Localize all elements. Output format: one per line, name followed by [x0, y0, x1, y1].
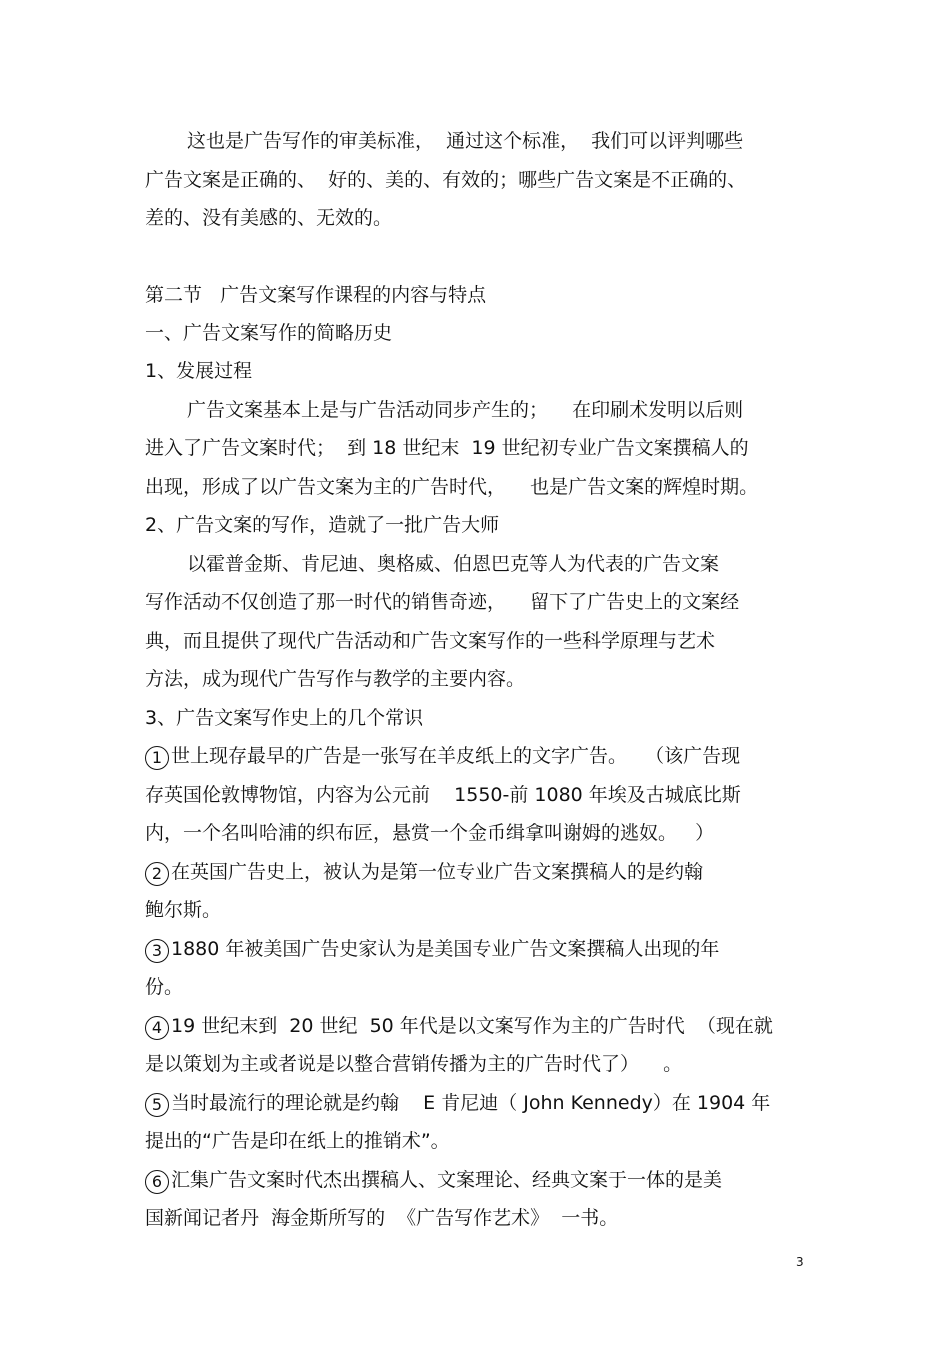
line-text: 出现，形成了以广告文案为主的广告时代， 也是广告文案的辉煌时期。: [145, 476, 759, 498]
paragraph-line: [145, 820, 714, 846]
subsection-heading-text: 一、广告文案写作的简略历史: [145, 322, 393, 344]
paragraph-line: [145, 666, 525, 692]
line-text: 份。: [145, 976, 184, 998]
paragraph-line: [187, 128, 743, 154]
line-text: 进入了广告文案时代； 到 18 世纪末 19 世纪初专业广告文案撰稿人的: [145, 437, 749, 459]
paragraph-line: [145, 435, 749, 461]
paragraph-line: [187, 551, 719, 577]
line-text: 是以策划为主或者说是以整合营销传播为主的广告时代了） 。: [145, 1053, 683, 1075]
circled-number-3: 3: [145, 939, 169, 963]
list-item-text: 19 世纪末到 20 世纪 50 年代是以文案写作为主的广告时代 （现在就: [171, 1015, 773, 1037]
list-item: [145, 859, 703, 886]
line-text: 鲍尔斯。: [145, 899, 222, 921]
list-item-text: 1880 年被美国广告史家认为是美国专业广告文案撰稿人出现的年: [171, 938, 720, 960]
subsection-heading: [145, 320, 392, 346]
line-text: 方法，成为现代广告写作与教学的主要内容。: [145, 668, 526, 690]
numbered-heading: [145, 705, 423, 731]
line-text: 存英国伦敦博物馆，内容为公元前 1550-前 1080 年埃及古城底比斯: [145, 784, 741, 806]
section-heading-text: 第二节 广告文案写作课程的内容与特点: [145, 284, 487, 306]
paragraph-line: [145, 782, 741, 808]
line-text: 典，而且提供了现代广告活动和广告文案写作的一些科学原理与艺术: [145, 630, 716, 652]
circled-number-1: 1: [145, 746, 169, 770]
line-text: 提出的“广告是印在纸上的推销术”。: [145, 1130, 450, 1152]
paragraph-line: [145, 628, 715, 654]
circled-number-4: 4: [145, 1016, 169, 1040]
circled-number-5: 5: [145, 1093, 169, 1117]
list-item: [145, 1013, 773, 1040]
line-text: 这也是广告写作的审美标准， 通过这个标准， 我们可以评判哪些: [187, 130, 744, 152]
paragraph-line: [145, 974, 183, 1000]
numbered-heading-text: 1、发展过程: [145, 360, 253, 382]
numbered-heading-text: 2、广告文案的写作，造就了一批广告大师: [145, 514, 500, 536]
line-text: 国新闻记者丹 海金斯所写的 《广告写作艺术》 一书。: [145, 1207, 619, 1229]
line-text: 广告文案是正确的、 好的、美的、有效的；哪些广告文案是不正确的、: [145, 169, 747, 191]
paragraph-line: [145, 589, 739, 615]
numbered-heading: [145, 358, 252, 384]
list-item-text: 汇集广告文案时代杰出撰稿人、文案理论、经典文案于一体的是美: [171, 1169, 723, 1191]
paragraph-line: [145, 1051, 682, 1077]
list-item: [145, 936, 719, 963]
list-item-text: 世上现存最早的广告是一张写在羊皮纸上的文字广告。 （该广告现: [171, 745, 741, 767]
line-text: 以霍普金斯、肯尼迪、奥格威、伯恩巴克等人为代表的广告文案: [187, 553, 720, 575]
paragraph-line: [145, 1128, 450, 1154]
paragraph-line: [145, 205, 392, 231]
circled-number-2: 2: [145, 862, 169, 886]
list-item-text: 在英国广告史上，被认为是第一位专业广告文案撰稿人的是约翰: [171, 861, 704, 883]
paragraph-line: [145, 897, 221, 923]
list-item: [145, 1167, 722, 1194]
line-text: 差的、没有美感的、无效的。: [145, 207, 393, 229]
section-heading: [145, 282, 486, 308]
list-item-text: 当时最流行的理论就是约翰 E 肯尼迪（ John Kennedy）在 1904 年: [171, 1092, 771, 1114]
line-text: 写作活动不仅创造了那一时代的销售奇迹， 留下了广告史上的文案经: [145, 591, 740, 613]
line-text: 内，一个名叫哈浦的织布匠，悬赏一个金币缉拿叫谢姆的逃奴。 ）: [145, 822, 715, 844]
paragraph-line: [145, 1205, 618, 1231]
numbered-heading: [145, 512, 499, 538]
paragraph-line: [187, 397, 743, 423]
list-item: [145, 743, 740, 770]
paragraph-line: [145, 474, 758, 500]
numbered-heading-text: 3、广告文案写作史上的几个常识: [145, 707, 424, 729]
line-text: 广告文案基本上是与广告活动同步产生的； 在印刷术发明以后则: [187, 399, 744, 421]
page-number: 3: [796, 1255, 804, 1269]
circled-number-6: 6: [145, 1170, 169, 1194]
paragraph-line: [145, 167, 746, 193]
list-item: [145, 1090, 770, 1117]
